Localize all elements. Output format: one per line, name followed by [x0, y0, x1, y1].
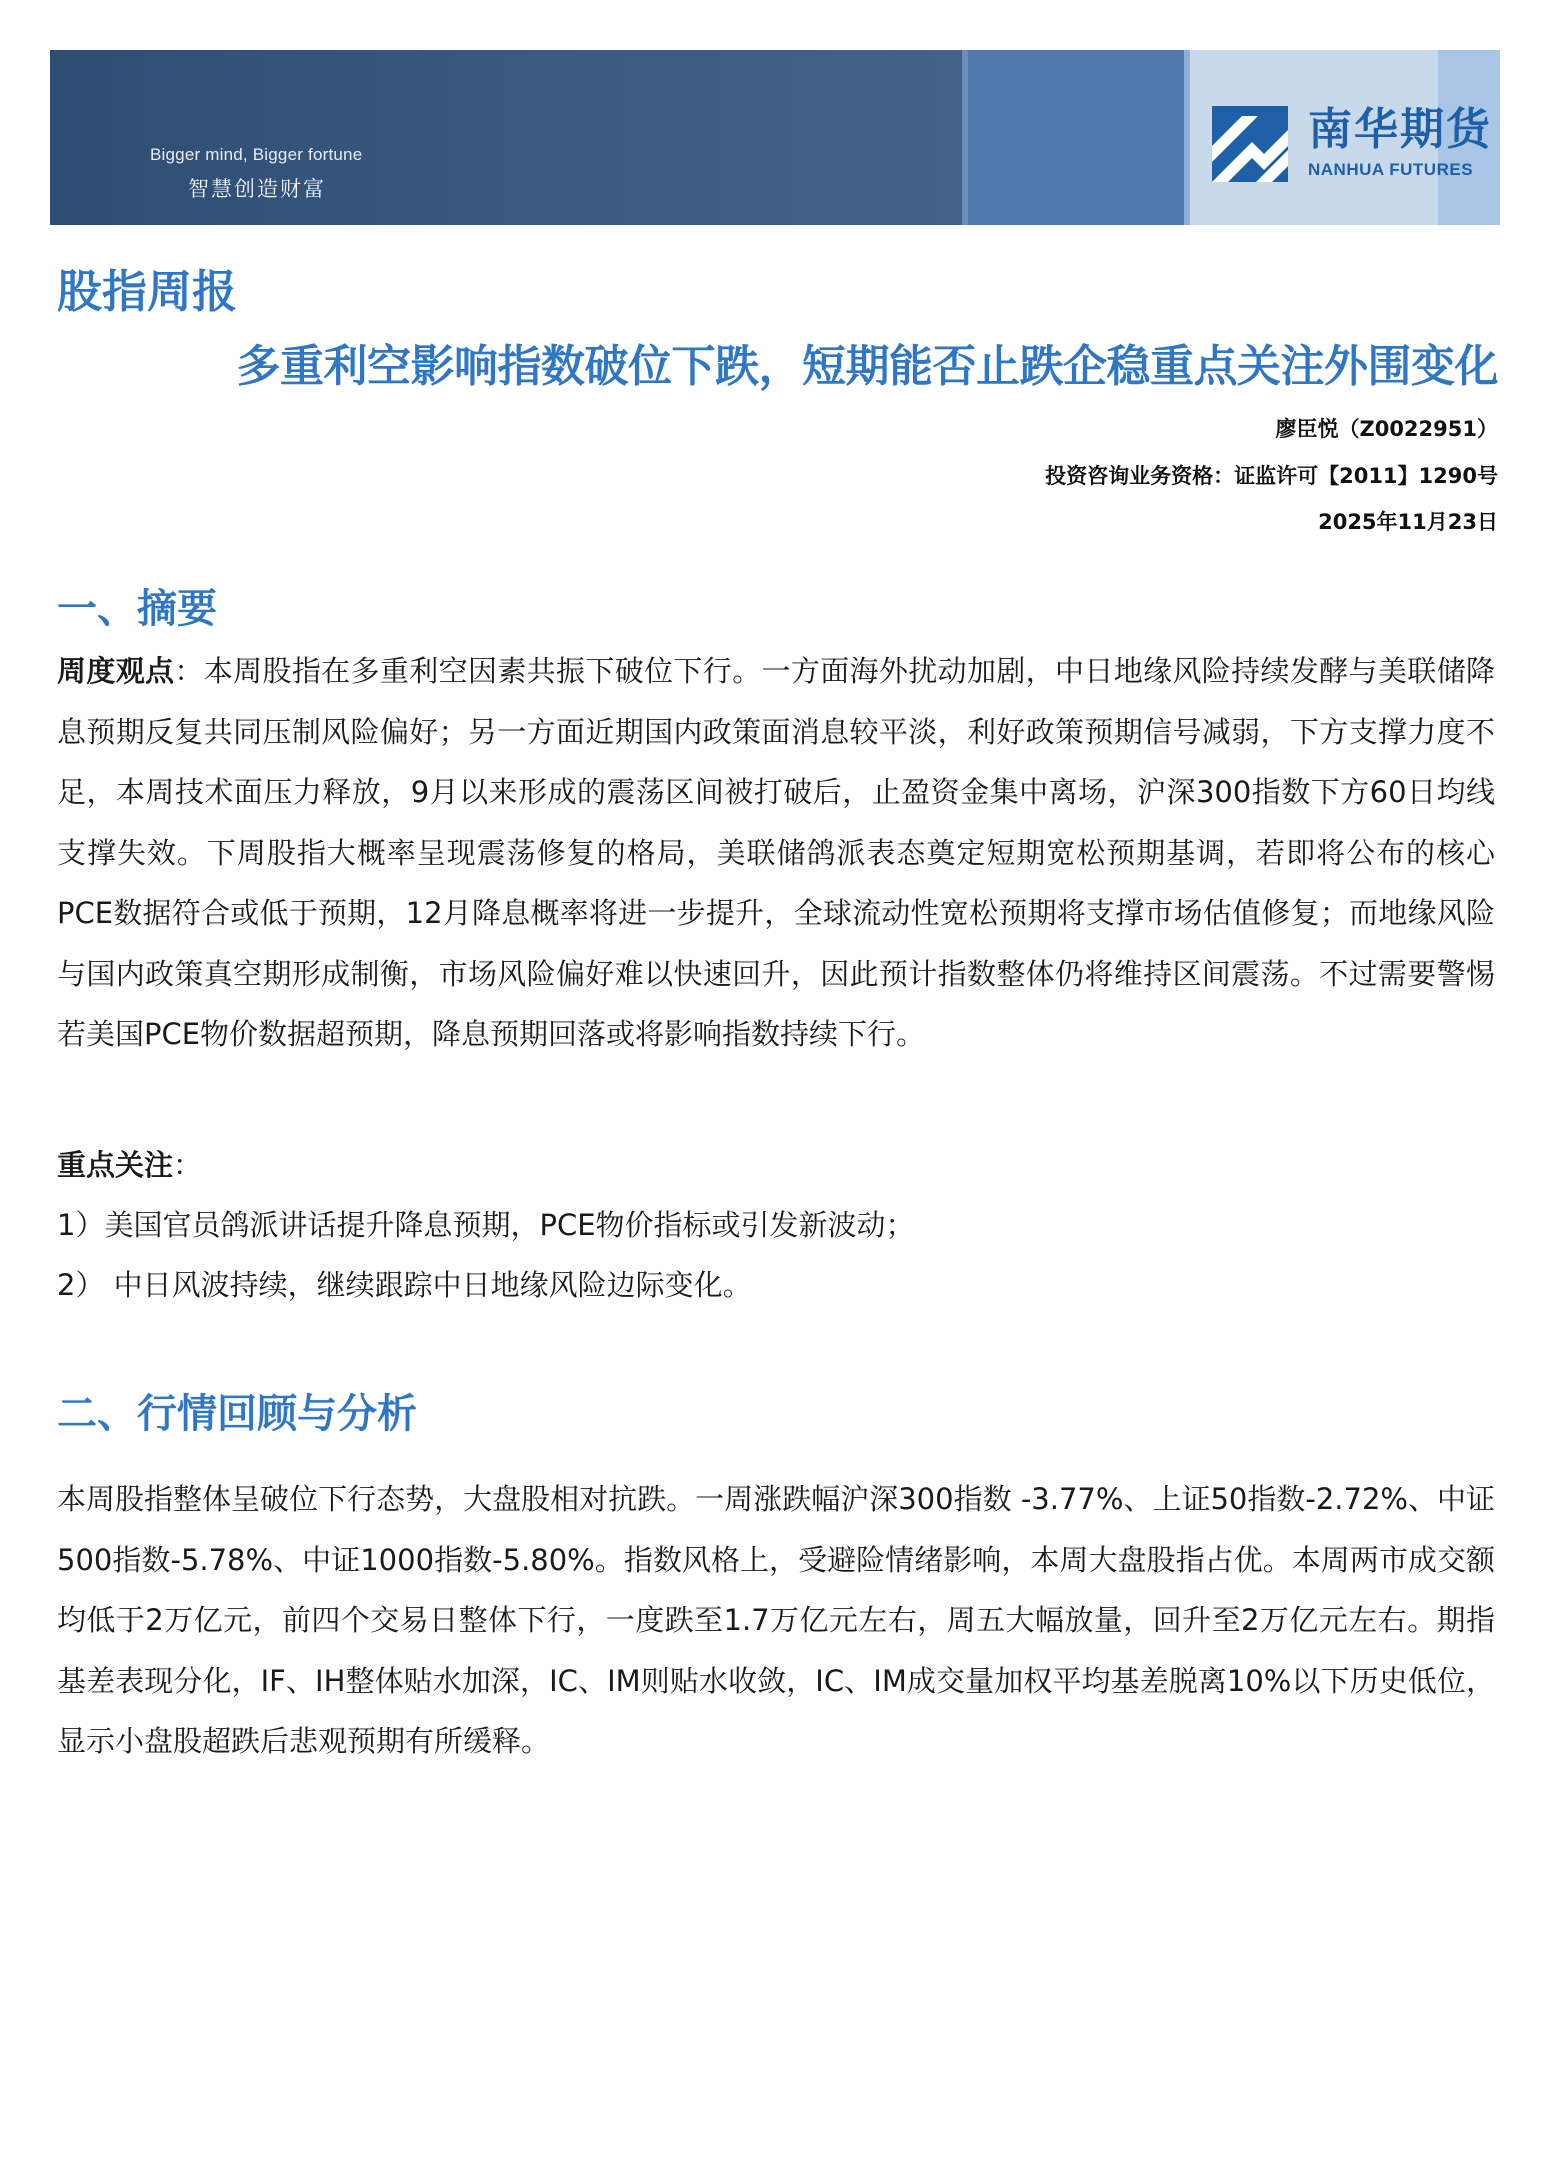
key-focus-item: 1）美国官员鸽派讲话提升降息预期，PCE物价指标或引发新波动； [57, 1208, 915, 1242]
section-title-market-review: 二、行情回顾与分析 [57, 1391, 417, 1437]
company-logo [1212, 104, 1492, 184]
banner-background [50, 50, 962, 225]
section-title-summary: 一、摘要 [57, 586, 217, 632]
header-banner [50, 50, 1500, 225]
weekly-view-paragraph [57, 641, 1495, 1065]
market-review-paragraph: 本周股指整体呈破位下行态势，大盘股相对抗跌。一周涨跌幅沪深300指数 -3.77%、上证50指数-2.72%、中证500指数-5.78%、中证1000指数-5.80%。指数风格上，受避险情绪影响，本周大盘股指占优。本周两市成交额均低于2万亿元，前四个交易日整体下行，一度跌至1.7万亿元左右，周五大幅放量，回升至2万亿元左右。期指基差表现分化，IF、IH整体贴水加深，IC、IM则贴水收敛，IC、IM成交量加权平均基差脱离10%以下历史低位，显示小盘股超跌后悲观预期有所缓释。 [57, 1482, 1495, 1758]
slogan-english: Bigger mind, Bigger fortune [150, 145, 363, 164]
key-focus-heading [57, 1135, 202, 1195]
report-headline: 多重利空影响指数破位下跌，短期能否止跌企稳重点关注外围变化 [236, 341, 1498, 392]
report-date: 2025年11月23日 [1318, 510, 1498, 534]
weekly-view-text: 本周股指在多重利空因素共振下破位下行。一方面海外扰动加剧，中日地缘风险持续发酵与美联储降息预期反复共同压制风险偏好；另一方面近期国内政策面消息较平淡，利好政策预期信号减弱，下方支撑力度不足，本周技术面压力释放，9月以来形成的震荡区间被打破后，止盈资金集中离场，沪深300指数下方60日均线支撑失效。下周股指大概率呈现震荡修复的格局，美联储鸽派表态奠定短期宽松预期基调，若即将公布的核心PCE数据符合或低于预期，12月降息概率将进一步提升，全球流动性宽松预期将支撑市场估值修复；而地缘风险与国内政策真空期形成制衡，市场风险偏好难以快速回升，因此预计指数整体仍将维持区间震荡。不过需要警惕若美国PCE物价数据超预期，降息预期回落或将影响指数持续下行。 [57, 654, 1495, 1051]
author-name: 廖臣悦（Z0022951） [1275, 417, 1498, 441]
weekly-view-separator: ： [174, 654, 204, 688]
logo-text-chinese: 南华期货 [1308, 104, 1492, 155]
report-category: 股指周报 [57, 265, 238, 318]
slogan-chinese: 智慧创造财富 [188, 177, 326, 201]
key-focus-item: 2） 中日风波持续，继续跟踪中日地缘风险边际变化。 [57, 1268, 752, 1302]
logo-text-english: NANHUA FUTURES [1308, 160, 1474, 179]
weekly-view-label: 周度观点 [57, 654, 175, 688]
nanhua-logo-icon [1212, 106, 1288, 182]
key-focus-label: 重点关注 [57, 1148, 174, 1182]
banner-stripe [968, 50, 1184, 225]
key-focus-separator: ： [173, 1148, 203, 1182]
license-number: 投资咨询业务资格：证监许可【2011】1290号 [1045, 464, 1498, 488]
